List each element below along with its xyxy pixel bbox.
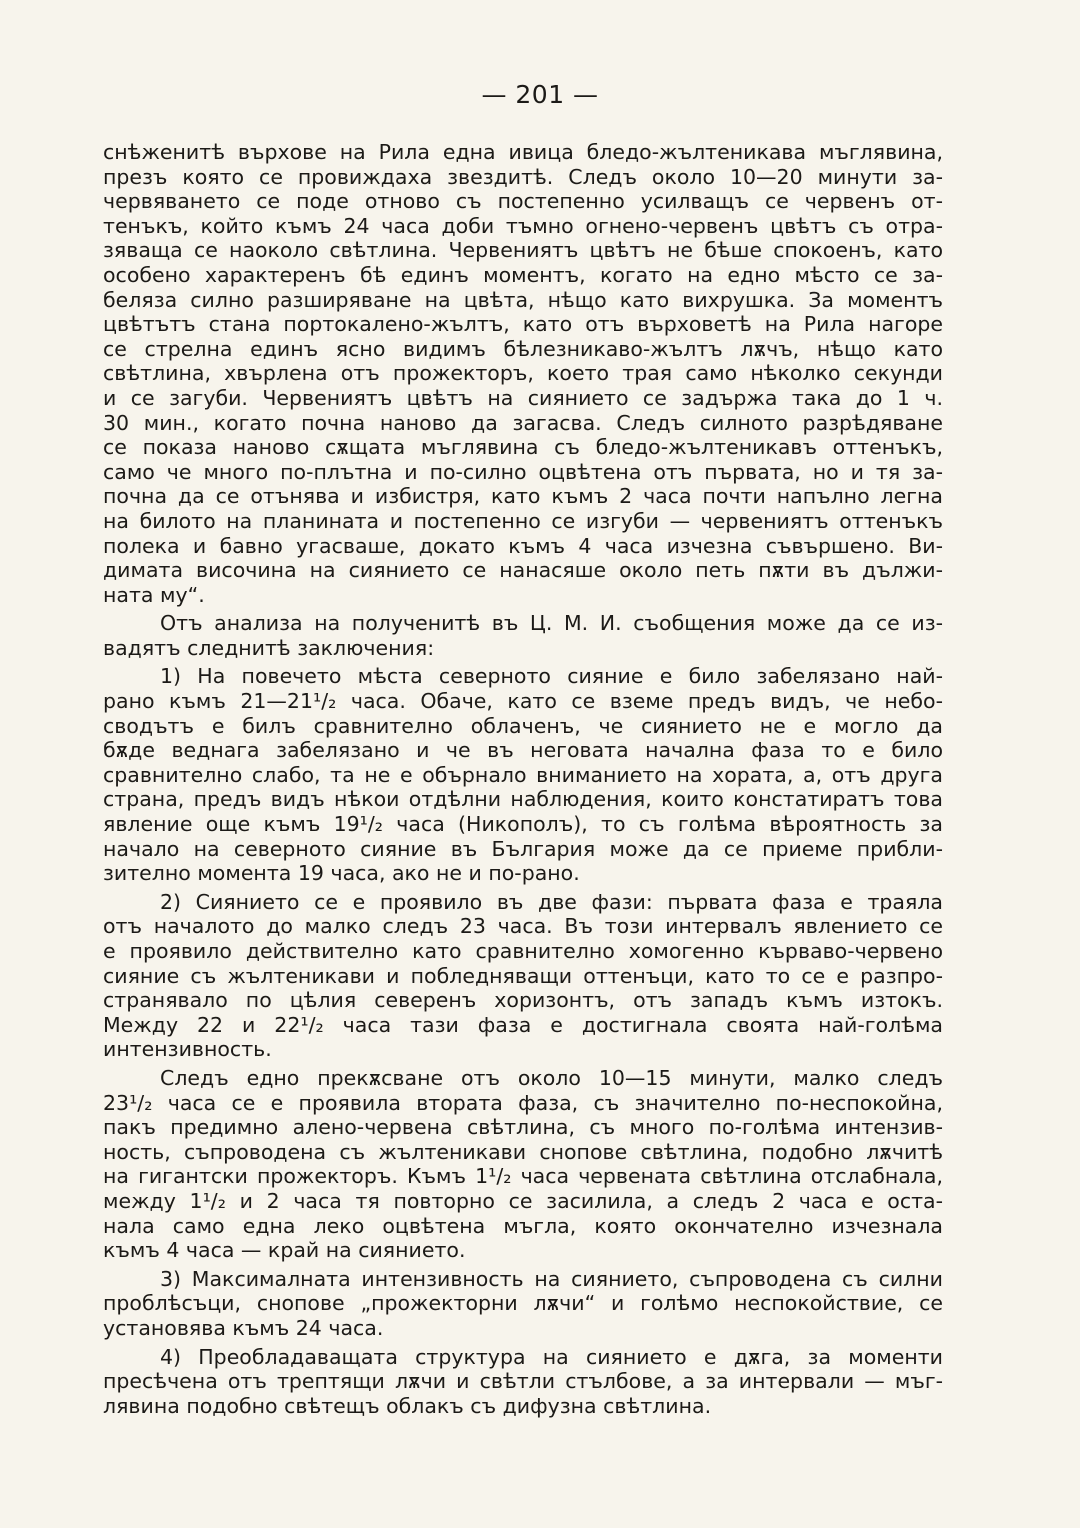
text-line: лявина подобно свѣтещъ облакъ съ дифузна свѣтлина. xyxy=(103,1393,712,1418)
text-line: установява къмъ 24 часа. xyxy=(103,1315,384,1340)
text-line: е проявило действително като сравнително хомогенно кърваво-червено xyxy=(103,939,943,963)
text-line: свѣтлина, хвърлена отъ прожекторъ, което трая само нѣколко секунди xyxy=(103,361,943,386)
text-line: и се загуби. Червениятъ цвѣтъ на сиянието се задържа така до 1 ч. xyxy=(103,385,943,410)
text-line: рано къмъ 21—21¹/₂ часа. Обаче, като се вземе предъ видъ, че небо- xyxy=(103,689,943,714)
paragraph-continuation xyxy=(103,140,943,607)
text-line: зяваща се наоколо свѣтлина. Червениятъ цвѣтъ не бѣше спокоенъ, като xyxy=(103,238,943,263)
paragraph-conclusion-3 xyxy=(103,1267,943,1341)
text-line: нала само една леко оцвѣтена мъгла, която окончателно изчезнала xyxy=(103,1213,943,1238)
text-line: почна да се отънява и избистря, като къмъ 2 часа почти напълно легна xyxy=(103,484,943,509)
paragraph-conclusion-1 xyxy=(103,664,943,885)
text-line: 4) Преобладаващата структура на сиянието е дѫга, за моменти xyxy=(160,1344,943,1369)
text-line: пресѣчена отъ трептящи лѫчи и свѣтли стълбове, а за интервали — мъг- xyxy=(103,1369,943,1394)
text-line: Следъ едно прекѫсване отъ около 10—15 минути, малко следъ xyxy=(160,1065,943,1090)
text-line: ность, съпроводена съ жълтеникави снопове свѣтлина, подобно лѫчитѣ xyxy=(103,1139,943,1164)
text-line: страна, предъ видъ нѣкои отдѣлни наблюдения, които констатиратъ това xyxy=(103,787,943,812)
paragraph-second-phase xyxy=(103,1066,943,1263)
text-line: снѣженитѣ върхове на Рила една ивица бледо-жълтеникава мъглявина, xyxy=(103,140,943,164)
text-line: зително момента 19 часа, ако не и по-рано. xyxy=(103,861,580,886)
text-line: 2) Сиянието се е проявило въ две фази: първата фаза е траяла xyxy=(160,889,943,914)
paragraph-conclusion-2 xyxy=(103,890,943,1062)
text-line: пакъ предимно алено-червена свѣтлина, съ много по-голѣма интензив- xyxy=(103,1115,943,1140)
text-line: тенъкъ, който къмъ 24 часа доби тъмно огнено-червенъ цвѣтъ съ отра- xyxy=(103,213,943,238)
text-line: сияние съ жълтеникави и побледняващи оттенъци, като то се е разпро- xyxy=(103,963,943,988)
text-line: само че много по-плътна и по-силно оцвѣтена отъ първата, но и тя за- xyxy=(103,459,943,484)
text-line: между 1¹/₂ и 2 часа тя повторно се засилила, а следъ 2 часа е оста- xyxy=(103,1188,943,1213)
text-line: 30 мин., когато почна наново да загасва. Следъ силното разрѣдяване xyxy=(103,410,943,435)
text-line: сводътъ е билъ сравнително облаченъ, че сиянието не е могло да xyxy=(103,713,943,738)
text-line: особено характеренъ бѣ единъ моментъ, когато на едно мѣсто се за- xyxy=(103,262,943,287)
text-line: на гигантски прожекторъ. Къмъ 1¹/₂ часа червената свѣтлина отслабнала, xyxy=(103,1164,943,1189)
text-line: интензивность. xyxy=(103,1037,272,1062)
text-line: ната му“. xyxy=(103,582,205,607)
text-line: на билото на планината и постепенно се изгуби — червениятъ оттенъкъ xyxy=(103,508,943,533)
paragraph-conclusion-4 xyxy=(103,1345,943,1419)
text-line: се стрелна единъ ясно видимъ бѣлезникаво-жълтъ лѫчъ, нѣщо като xyxy=(103,336,943,361)
text-line: къмъ 4 часа — край на сиянието. xyxy=(103,1238,466,1263)
paragraph-intro xyxy=(103,611,943,660)
text-line: презъ която се провиждаха звездитѣ. Следъ около 10—20 минути за- xyxy=(103,164,943,189)
body-text xyxy=(103,140,943,1418)
text-line: 1) На повечето мѣста северното сияние е било забелязано най- xyxy=(160,664,943,689)
text-line: отъ началото до малко следъ 23 часа. Въ този интервалъ явлението се xyxy=(103,914,943,939)
text-line: 23¹/₂ часа се е проявила втората фаза, съ значително по-неспокойна, xyxy=(103,1090,943,1115)
text-line: вадятъ следнитѣ заключения: xyxy=(103,635,435,660)
text-line: полека и бавно угасваше, докато къмъ 4 часа изчезна съвършено. Ви- xyxy=(103,533,943,558)
text-line: беляза силно разширяване на цвѣта, нѣщо като вихрушка. За моментъ xyxy=(103,287,943,312)
text-line: начало на северното сияние въ България може да се приеме прибли- xyxy=(103,836,943,861)
text-line: явление още къмъ 19¹/₂ часа (Никополъ), то съ голѣма вѣроятность за xyxy=(103,812,943,837)
text-line: странявало по цѣлия северенъ хоризонтъ, отъ западъ къмъ изтокъ. xyxy=(103,988,943,1013)
text-line: 3) Максималната интензивность на сиянието, съпроводена съ силни xyxy=(160,1266,943,1291)
text-line: червяването се поде отново съ постепенно усилващъ се червенъ от- xyxy=(103,189,943,214)
text-line: проблѣсъци, снопове „прожекторни лѫчи“ и голѣмо неспокойствие, се xyxy=(103,1291,943,1316)
page-number: — 201 — xyxy=(481,80,599,109)
text-line: Между 22 и 22¹/₂ часа тази фаза е достигнала своята най-голѣма xyxy=(103,1012,943,1037)
text-line: бѫде веднага забелязано и че въ неговата начална фаза то е било xyxy=(103,738,943,763)
text-line: се показа наново сѫщата мъглявина съ бледо-жълтеникавъ оттенъкъ, xyxy=(103,435,943,460)
text-line: цвѣтътъ стана портокалено-жълтъ, като отъ върховетѣ на Рила нагоре xyxy=(103,312,943,337)
text-line: сравнително слабо, та не е обърнало вниманието на хората, а, отъ друга xyxy=(103,762,943,787)
text-line: Отъ анализа на полученитѣ въ Ц. М. И. съобщения може да се из- xyxy=(160,611,943,636)
text-line: димата височина на сиянието се нанасяше около петь пѫти въ дължи- xyxy=(103,558,943,583)
